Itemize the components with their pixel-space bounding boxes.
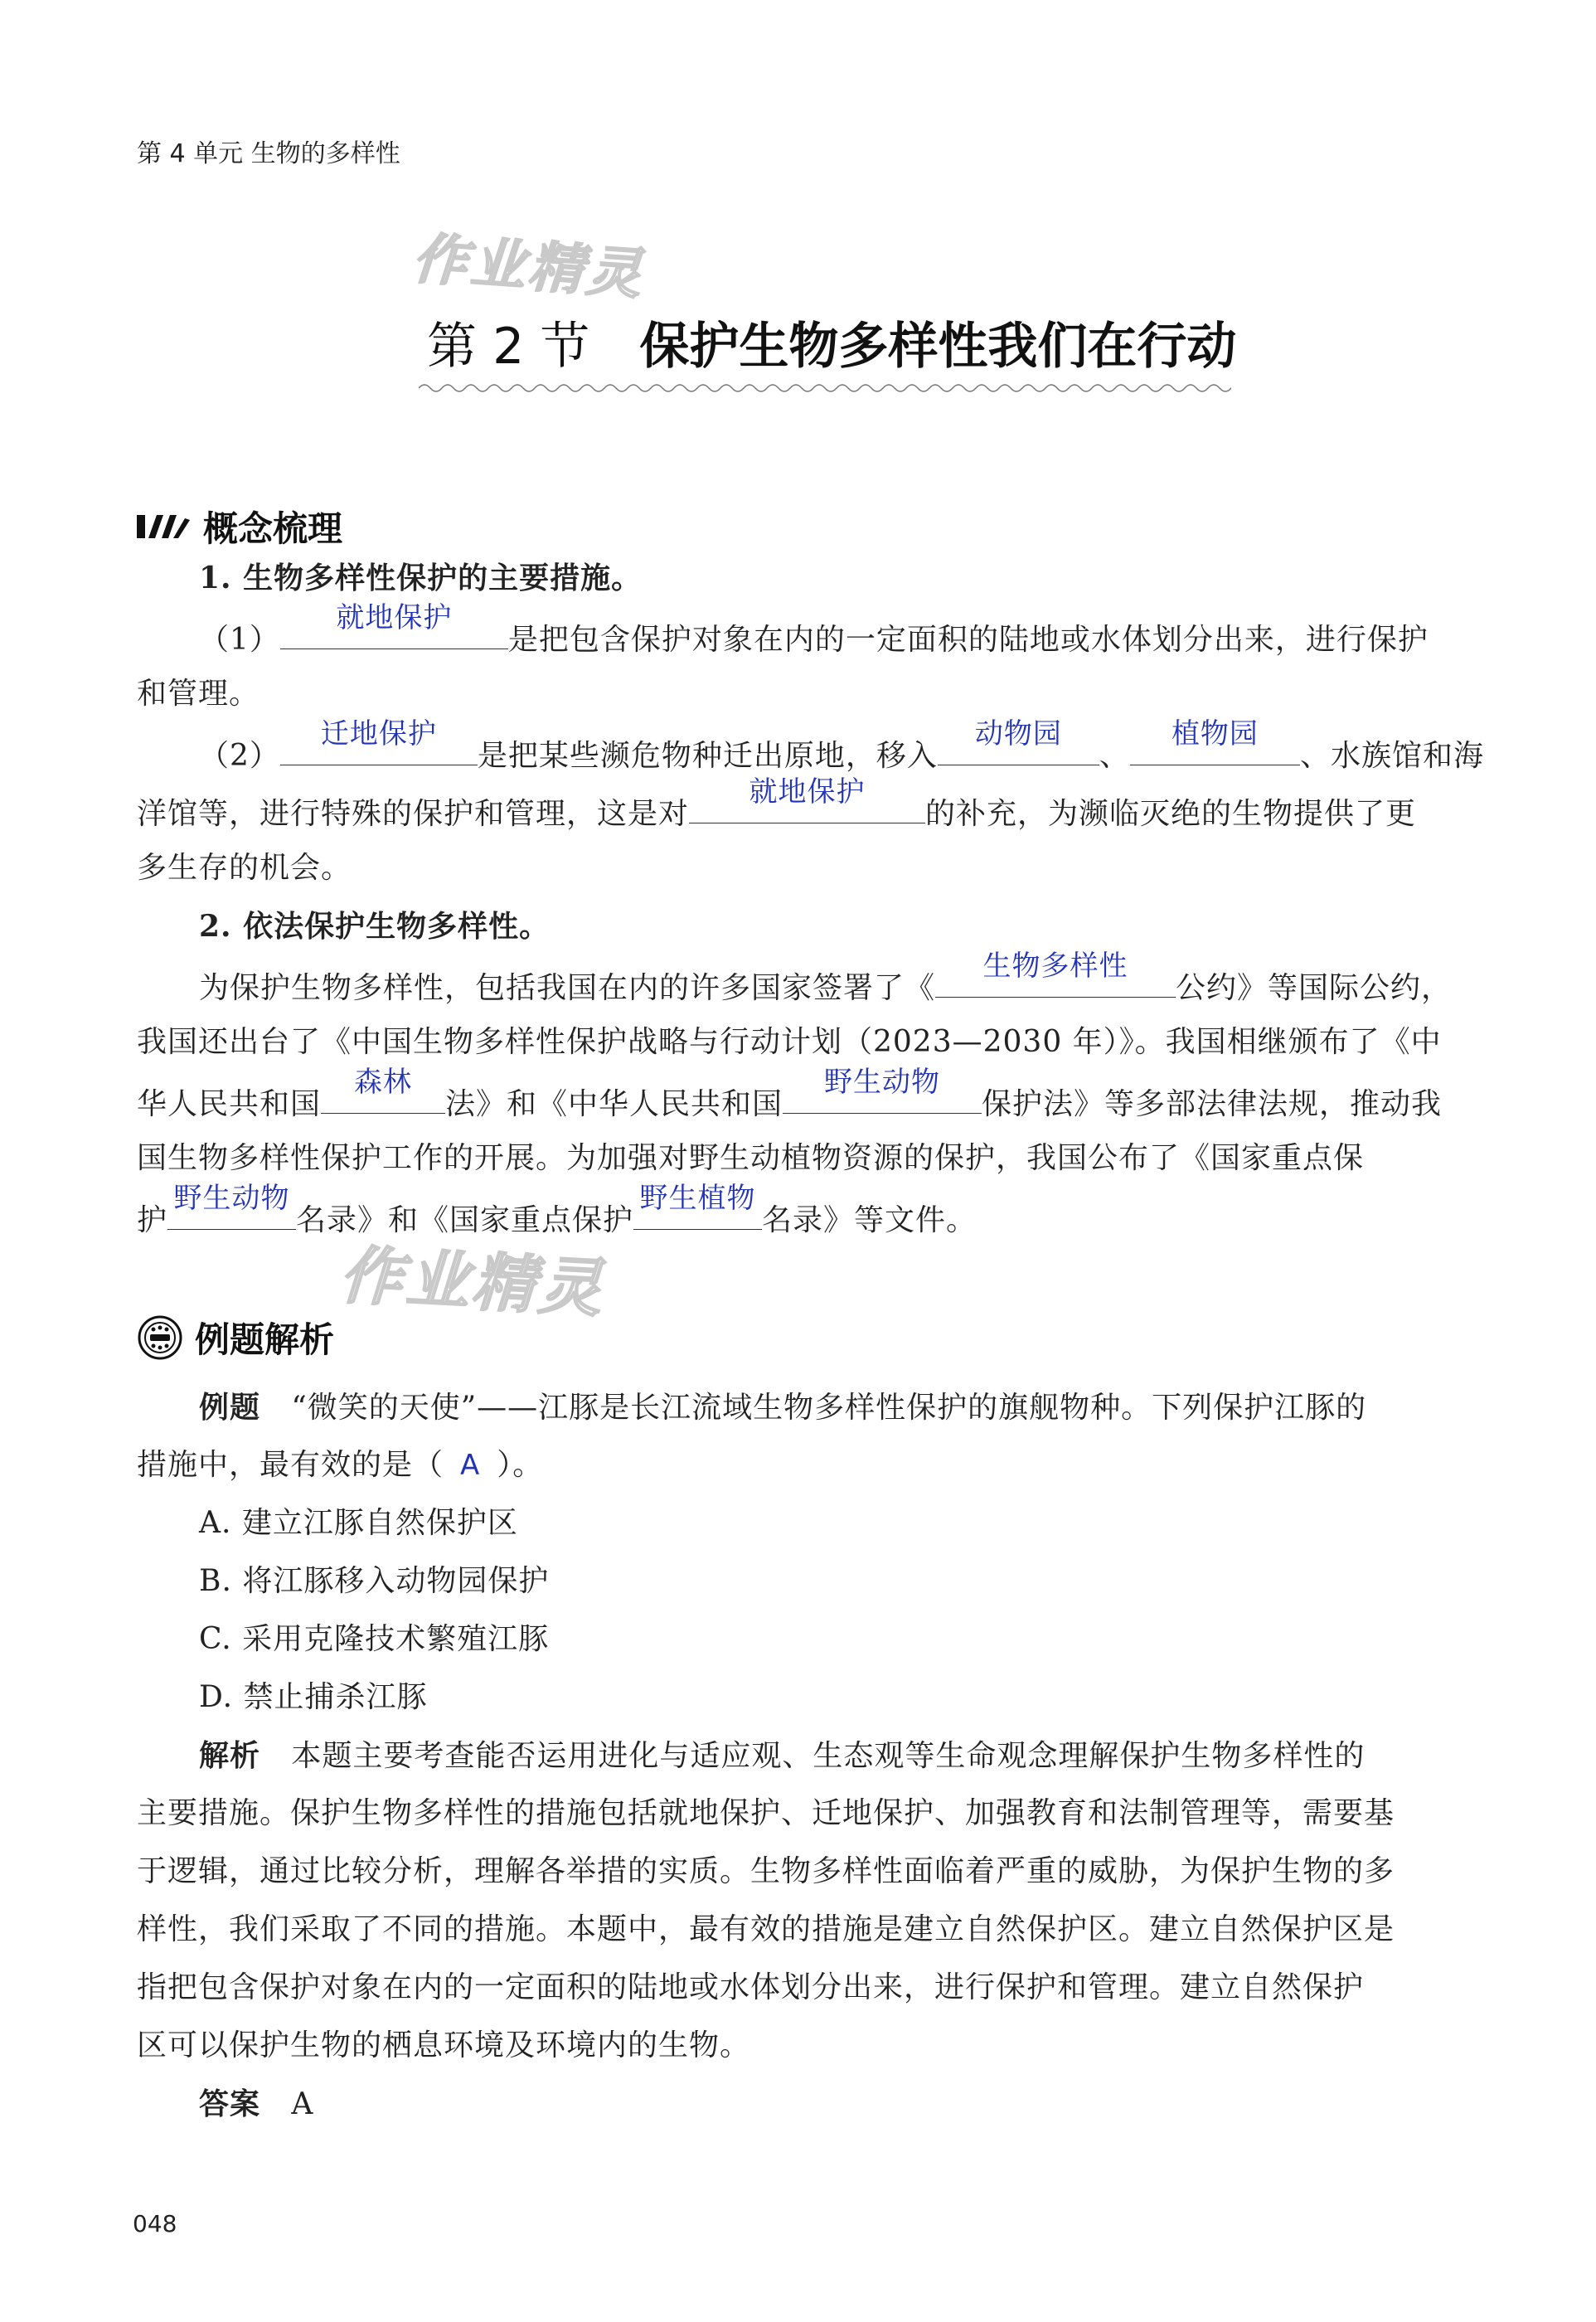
example-heading-text: 例题解析 [195,1319,335,1360]
answer-blank: 野生动物 [783,1080,982,1114]
q2-title: 2. 依法保护生物多样性。 [199,909,551,944]
option-c: C. 采用克隆技术繁殖江豚 [199,1622,550,1656]
analysis-line3: 于逻辑，通过比较分析，理解各举措的实质。生物多样性面临着严重的威胁，为保护生物的多 [137,1854,1395,1888]
p1-line1: （1） 就地保护 是把包含保护对象在内的一定面积的陆地或水体划分出来，进行保护 [199,601,1429,657]
answer-blank: 植物园 [1130,731,1300,765]
p2-line2: 洋馆等，进行特殊的保护和管理，这是对 就地保护 的补充，为濒临灭绝的生物提供了更 [137,775,1417,831]
section-name: 保护生物多样性我们在行动 [639,318,1237,376]
answer-blank: 森林 [321,1080,445,1114]
option-d: D. 禁止捕杀江豚 [199,1680,428,1714]
p3-line3: 华人民共和国 森林 法》和《中华人民共和国 野生动物 保护法》等多部法律法规，推动我 [137,1066,1443,1121]
analysis-line1: 解析 本题主要考查能否运用进化与适应观、生态观等生命观念理解保护生物多样性的 [199,1738,1366,1773]
concept-section-icon [137,512,192,542]
answer-line: 答案 A [199,2086,314,2121]
title-decoration [419,380,1231,396]
example-q-line2: 措施中，最有效的是（ A ）。 [137,1448,544,1482]
p3-line5: 护 野生动物 名录》和《国家重点保护 野生植物 名录》等文件。 [137,1182,977,1237]
p3-line4: 国生物多样性保护工作的开展。为加强对野生动植物资源的保护，我国公布了《国家重点保 [137,1141,1365,1175]
handwritten-answer: A [460,1449,481,1482]
answer-blank: 生物多样性 [935,964,1176,998]
answer-blank: 野生植物 [633,1196,762,1230]
option-a: A. 建立江豚自然保护区 [199,1506,518,1540]
page-number: 048 [133,2210,177,2237]
answer-blank: 动物园 [938,731,1099,765]
q1-title: 1. 生物多样性保护的主要措施。 [199,561,643,595]
example-heading [137,1313,334,1363]
section-number: 第 2 节 [427,318,590,376]
p1-line2: 和管理。 [137,677,260,711]
p3-line1: 为保护生物多样性，包括我国在内的许多国家签署了《 生物多样性 公约》等国际公约， [199,950,1453,1005]
analysis-line4: 样性，我们采取了不同的措施。本题中，最有效的措施是建立自然保护区。建立自然保护区是 [137,1912,1395,1946]
answer-blank: 迁地保护 [280,731,478,765]
watermark-middle: 作业精灵 [337,1237,607,1326]
analysis-line6: 区可以保护生物的栖息环境及环境内的生物。 [137,2028,751,2062]
example-section-icon [137,1314,183,1361]
concept-heading-text: 概念梳理 [203,508,343,549]
answer-blank: 就地保护 [689,789,925,823]
unit-header: 第 4 单元 生物的多样性 [137,139,400,168]
option-b: B. 将江豚移入动物园保护 [199,1564,550,1598]
analysis-line2: 主要措施。保护生物多样性的措施包括就地保护、迁地保护、加强教育和法制管理等，需要基 [137,1796,1395,1830]
concept-heading [137,502,342,551]
analysis-line5: 指把包含保护对象在内的一定面积的陆地或水体划分出来，进行保护和管理。建立自然保护 [137,1970,1365,2004]
p3-line2: 我国还出台了《中国生物多样性保护战略与行动计划（2023—2030 年）》。我国相继颁布了《中 [137,1025,1442,1059]
watermark-top: 作业精灵 [410,226,647,307]
page-title [427,307,1236,378]
p2-line3: 多生存的机会。 [137,851,352,885]
p2-line1: （2） 迁地保护 是把某些濒危物种迁出原地，移入 动物园 、 植物园 、水族馆和海 [199,717,1484,773]
answer-blank: 野生动物 [167,1196,296,1230]
answer-blank: 就地保护 [280,615,508,649]
example-q-line1: 例题 “微笑的天使”——江豚是长江流域生物多样性保护的旗舰物种。下列保护江豚的 [199,1390,1367,1425]
